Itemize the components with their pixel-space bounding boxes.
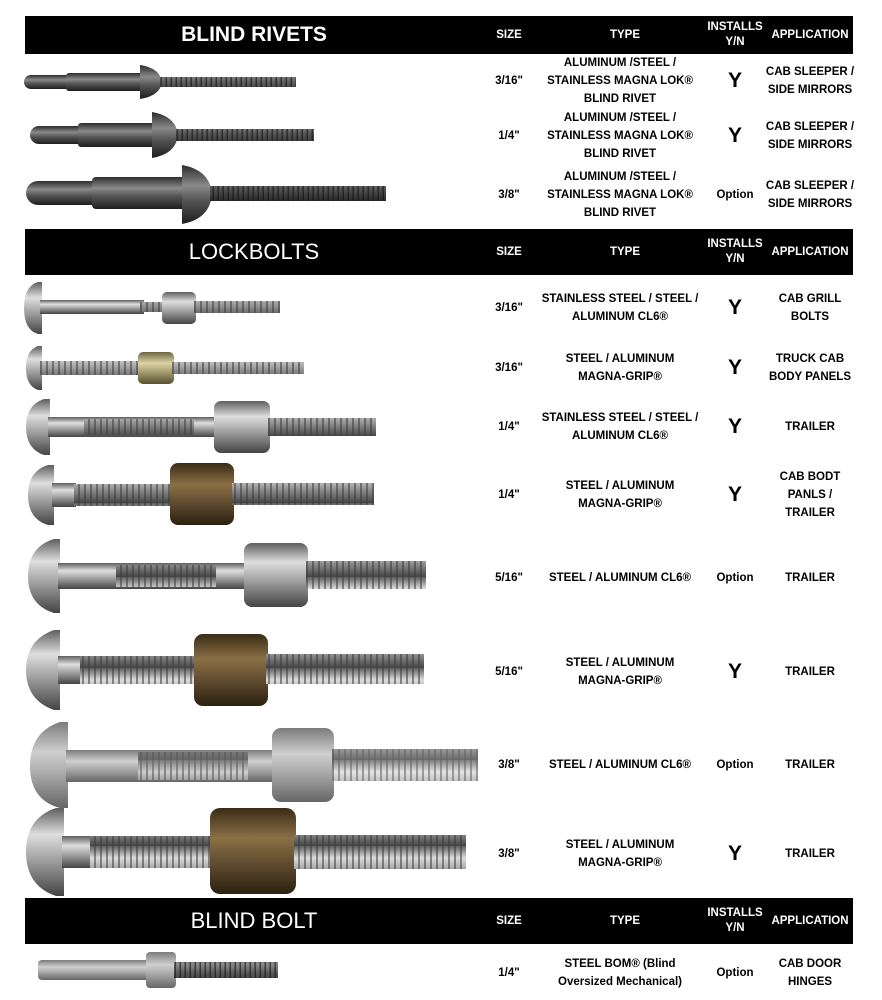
installs-cell: Option (716, 189, 754, 201)
application-cell: TRUCK CAB BODY PANELS (768, 353, 851, 383)
application-cell: CAB SLEEPER / SIDE MIRRORS (765, 66, 855, 96)
lockbolt-image (26, 463, 382, 527)
application-cell: TRAILER (785, 572, 835, 584)
blind-rivet-image (24, 164, 394, 226)
installs-cell: Y (727, 415, 742, 438)
section-header-lockbolts (25, 229, 853, 275)
lockbolt-image (24, 397, 384, 457)
size-cell: 3/8" (498, 759, 520, 771)
type-cell: ALUMINUM /STEEL / STAINLESS MAGNA LOK® BLIND RIVET (547, 171, 693, 219)
installs-cell: Y (727, 356, 742, 379)
size-cell: 5/16" (495, 666, 523, 678)
size-cell: 1/4" (498, 489, 520, 501)
header-size: SIZE (496, 245, 522, 258)
installs-cell: Y (727, 483, 742, 506)
section-header-blind-rivets (25, 16, 853, 54)
type-cell: ALUMINUM /STEEL / STAINLESS MAGNA LOK® BLIND RIVET (547, 112, 693, 160)
header-application: APPLICATION (771, 245, 849, 258)
table-row (0, 164, 882, 226)
header-installs: INSTALLS Y/N (707, 238, 763, 265)
header-installs: INSTALLS Y/N (707, 907, 763, 934)
blind-rivet-image (22, 60, 302, 104)
table-row (0, 54, 882, 108)
application-cell: TRAILER (785, 848, 835, 860)
size-cell: 5/16" (495, 572, 523, 584)
size-cell: 3/16" (495, 362, 523, 374)
section-title: BLIND BOLT (190, 908, 318, 933)
type-cell: ALUMINUM /STEEL / STAINLESS MAGNA LOK® BLIND RIVET (547, 57, 693, 105)
section-title: LOCKBOLTS (188, 239, 320, 264)
lockbolt-image (24, 628, 434, 712)
installs-cell: Option (716, 572, 754, 584)
table-row (0, 397, 882, 457)
installs-cell: Y (727, 842, 742, 865)
installs-cell: Y (727, 296, 742, 319)
type-cell: STEEL / ALUMINUM MAGNA-GRIP® (565, 353, 675, 383)
section-title: BLIND RIVETS (181, 23, 327, 46)
table-row (0, 720, 882, 810)
section-header-blind-bolt (25, 898, 853, 944)
application-cell: CAB DOOR HINGES (778, 958, 842, 988)
lockbolt-image (26, 537, 436, 615)
table-row (0, 806, 882, 902)
type-cell: STAINLESS STEEL / STEEL / ALUMINUM CL6® (541, 293, 699, 323)
size-cell: 1/4" (498, 130, 520, 142)
installs-cell: Y (727, 660, 742, 683)
table-row (0, 946, 882, 1000)
application-cell: TRAILER (785, 666, 835, 678)
installs-cell: Option (716, 967, 754, 979)
header-application: APPLICATION (771, 914, 849, 927)
size-cell: 1/4" (498, 421, 520, 433)
installs-cell: Y (727, 124, 742, 147)
application-cell: CAB GRILL BOLTS (778, 293, 842, 323)
type-cell: STEEL BOM® (Blind Oversized Mechanical) (558, 958, 682, 988)
header-application: APPLICATION (771, 28, 849, 41)
lockbolt-image (22, 280, 292, 336)
type-cell: STEEL / ALUMINUM MAGNA-GRIP® (565, 480, 675, 510)
type-cell: STAINLESS STEEL / STEEL / ALUMINUM CL6® (541, 412, 699, 442)
table-row (0, 624, 882, 720)
size-cell: 3/8" (498, 848, 520, 860)
type-cell: STEEL / ALUMINUM CL6® (548, 759, 691, 771)
lockbolt-image (28, 720, 488, 810)
size-cell: 3/8" (498, 189, 520, 201)
table-row (0, 339, 882, 397)
application-cell: TRAILER (785, 759, 835, 771)
application-cell: CAB SLEEPER / SIDE MIRRORS (765, 121, 855, 151)
header-installs: INSTALLS Y/N (707, 21, 763, 48)
header-size: SIZE (496, 914, 522, 927)
type-cell: STEEL / ALUMINUM MAGNA-GRIP® (565, 657, 675, 687)
application-cell: CAB SLEEPER / SIDE MIRRORS (765, 180, 855, 210)
size-cell: 1/4" (498, 967, 520, 979)
blind-bolt-image (36, 950, 286, 990)
type-cell: STEEL / ALUMINUM MAGNA-GRIP® (565, 839, 675, 869)
table-row (0, 108, 882, 164)
table-row (0, 533, 882, 623)
header-type: TYPE (609, 28, 641, 41)
header-size: SIZE (496, 28, 522, 41)
size-cell: 3/16" (495, 302, 523, 314)
header-type: TYPE (609, 245, 641, 258)
lockbolt-image (24, 806, 474, 898)
type-cell: STEEL / ALUMINUM CL6® (548, 572, 691, 584)
header-type: TYPE (609, 914, 641, 927)
table-row (0, 459, 882, 531)
size-cell: 3/16" (495, 75, 523, 87)
lockbolt-image (24, 344, 314, 392)
application-cell: CAB BODT PANLS / TRAILER (779, 471, 841, 519)
installs-cell: Option (716, 759, 754, 771)
application-cell: TRAILER (785, 421, 835, 433)
blind-rivet-image (28, 110, 328, 162)
table-row (0, 277, 882, 339)
installs-cell: Y (727, 69, 742, 92)
